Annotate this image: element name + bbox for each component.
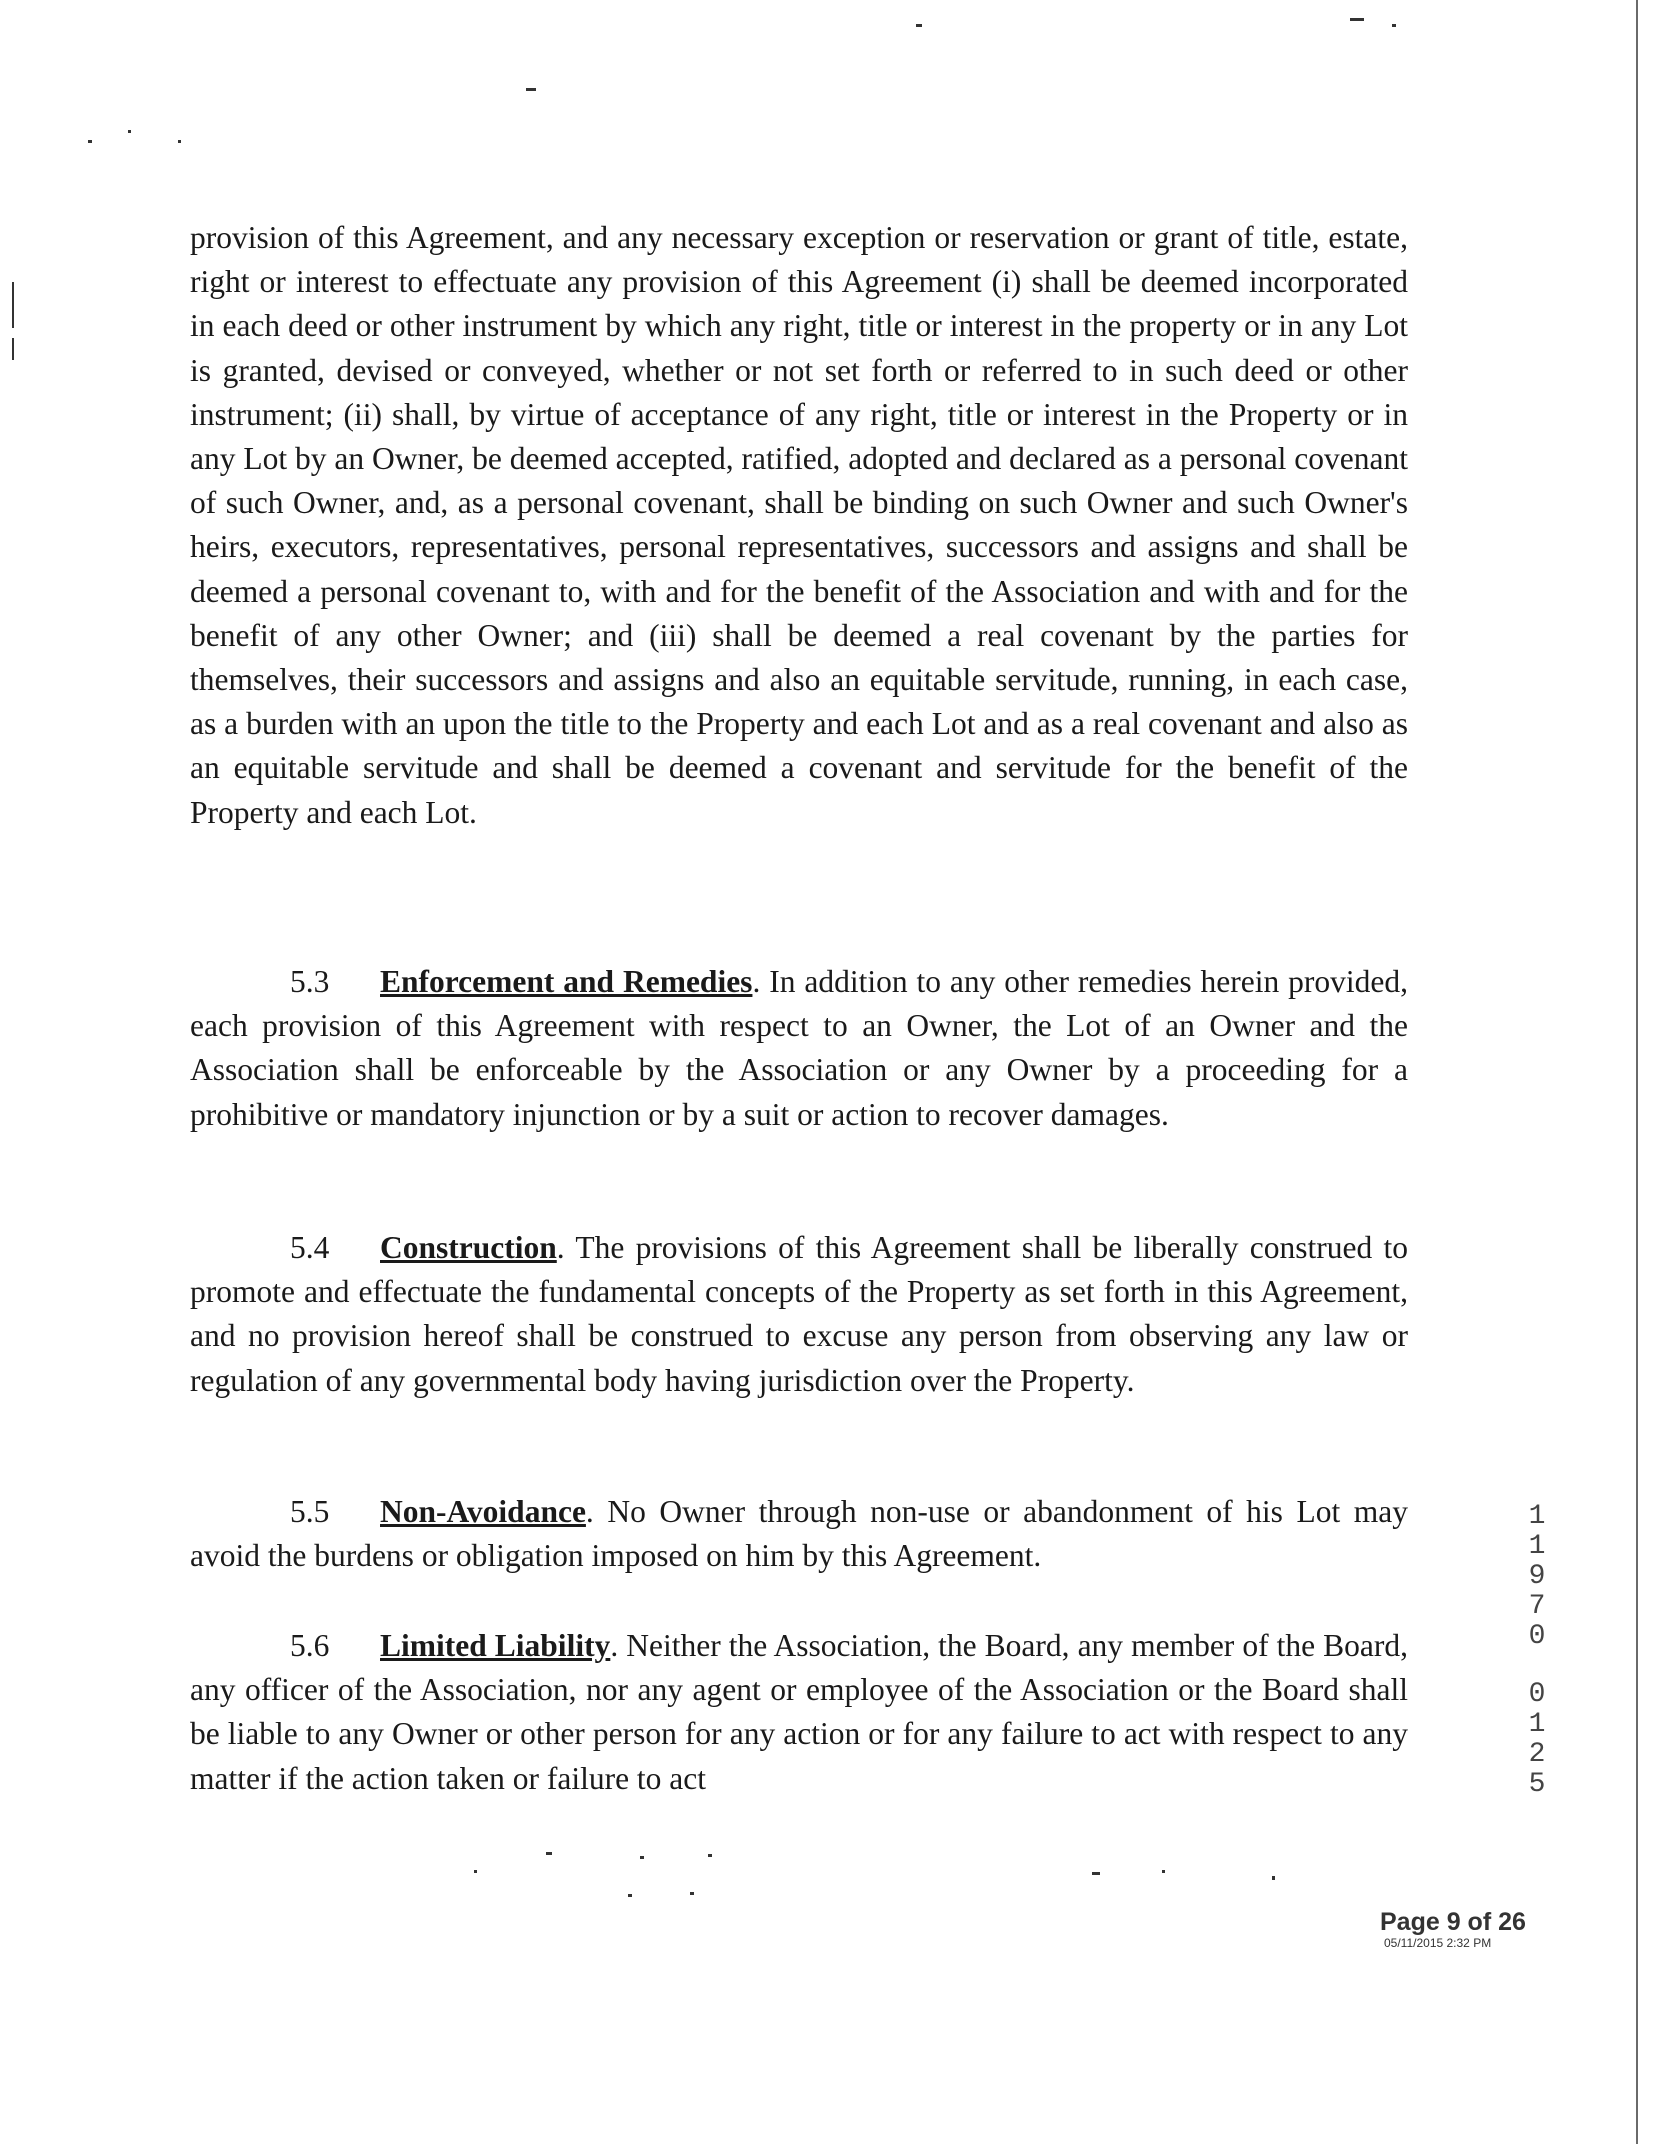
recording-digit: 1 — [1528, 1709, 1546, 1740]
scan-edge-line — [1636, 0, 1638, 2144]
recording-digit: 1 — [1528, 1531, 1546, 1562]
heading-punctuation: . — [585, 1494, 594, 1529]
recording-digit: 2 — [1528, 1739, 1546, 1770]
heading-punctuation: . — [556, 1230, 565, 1265]
section-heading: Limited Liability — [380, 1628, 611, 1663]
recording-number-vertical — [1522, 1502, 1552, 1800]
section-heading: Non-Avoidance — [380, 1494, 586, 1529]
scan-speck — [12, 282, 14, 328]
section-heading: Construction — [380, 1230, 557, 1265]
scan-speck — [88, 140, 92, 143]
scan-speck — [1092, 1872, 1100, 1875]
scan-speck — [1272, 1876, 1275, 1880]
scan-speck — [640, 1856, 644, 1859]
recording-digit: 5 — [1528, 1769, 1546, 1800]
scan-speck — [628, 1894, 632, 1897]
scan-speck — [1392, 24, 1396, 27]
heading-punctuation: . — [610, 1628, 619, 1663]
page-number: Page 9 of 26 — [1380, 1908, 1526, 1936]
section-number: 5.3 — [290, 964, 330, 999]
scan-speck — [546, 1852, 552, 1855]
section-number: 5.5 — [290, 1494, 330, 1529]
scan-speck — [1162, 1870, 1165, 1873]
section-text: The provisions of this Agreement shall be liberally construed to promote and effectuate the fundamental concepts of the Property as set forth in this Agreement, and no provision hereof shall be construed to excuse any person from observing any law or regulation of any governmental body having jurisdiction over the Property. — [190, 1230, 1408, 1398]
recording-digit-gap — [1522, 1652, 1552, 1680]
scan-speck — [916, 24, 922, 27]
section-number: 5.6 — [290, 1628, 330, 1663]
scan-speck — [178, 140, 181, 143]
recording-digit: 0 — [1528, 1679, 1546, 1710]
recording-digit: 7 — [1528, 1591, 1546, 1622]
section-5-5 — [190, 1490, 1408, 1578]
recording-digit: 0 — [1528, 1621, 1546, 1652]
section-text: Neither the Association, the Board, any member of the Board, any officer of the Association, nor any agent or employee of the Association or the Board shall be liable to any Owner or other person for any action or for any failure to act with respect to any matter if the action taken or failure to act — [190, 1628, 1408, 1796]
heading-punctuation: . — [752, 964, 761, 999]
scan-speck — [526, 88, 536, 91]
scan-speck — [128, 130, 131, 133]
section-5-3 — [190, 960, 1408, 1137]
page-footer — [1380, 1908, 1526, 1950]
recording-digit: 9 — [1528, 1561, 1546, 1592]
recording-digit: 1 — [1528, 1501, 1546, 1532]
recording-timestamp: 05/11/2015 2:32 PM — [1384, 1936, 1492, 1950]
section-number: 5.4 — [290, 1230, 330, 1265]
scan-speck — [474, 1870, 477, 1873]
section-5-6 — [190, 1624, 1408, 1801]
continuation-paragraph: provision of this Agreement, and any necessary exception or reservation or grant of title, estate, right or interest to effectuate any provision of this Agreement (i) shall be deemed incorporated in each deed or other instrument by which any right, title or interest in the property or in any Lot is granted, devised or conveyed, whether or not set forth or referred to in such deed or other instrument; (ii) shall, by virtue of acceptance of any right, title or interest in the Property or in any Lot by an Owner, be deemed accepted, ratified, adopted and declared as a personal covenant of such Owner, and, as a personal covenant, shall be binding on such Owner and such Owner's heirs, executors, representatives, personal representatives, successors and assigns and shall be deemed a personal covenant to, with and for the benefit of the Association and with and for the benefit of any other Owner; and (iii) shall be deemed a real covenant by the parties for themselves, their successors and assigns and also an equitable servitude, running, in each case, as a burden with an upon the title to the Property and each Lot and as a real covenant and also as an equitable servitude and shall be deemed a covenant and servitude for the benefit of the Property and each Lot. — [190, 220, 1408, 830]
scan-speck — [1350, 18, 1364, 21]
section-text: No Owner through non-use or abandonment of his Lot may avoid the burdens or obligation imposed on him by this Agreement. — [190, 1494, 1408, 1574]
section-5-4 — [190, 1226, 1408, 1403]
scan-speck — [708, 1854, 712, 1857]
section-text: In addition to any other remedies herein provided, each provision of this Agreement with respect to an Owner, the Lot of an Owner and the Association shall be enforceable by the Association or any Owner by a proceeding for a prohibitive or mandatory injunction or by a suit or action to recover damages. — [190, 964, 1408, 1132]
section-heading: Enforcement and Remedies — [380, 964, 753, 999]
scan-speck — [12, 338, 14, 360]
scan-speck — [690, 1892, 694, 1895]
